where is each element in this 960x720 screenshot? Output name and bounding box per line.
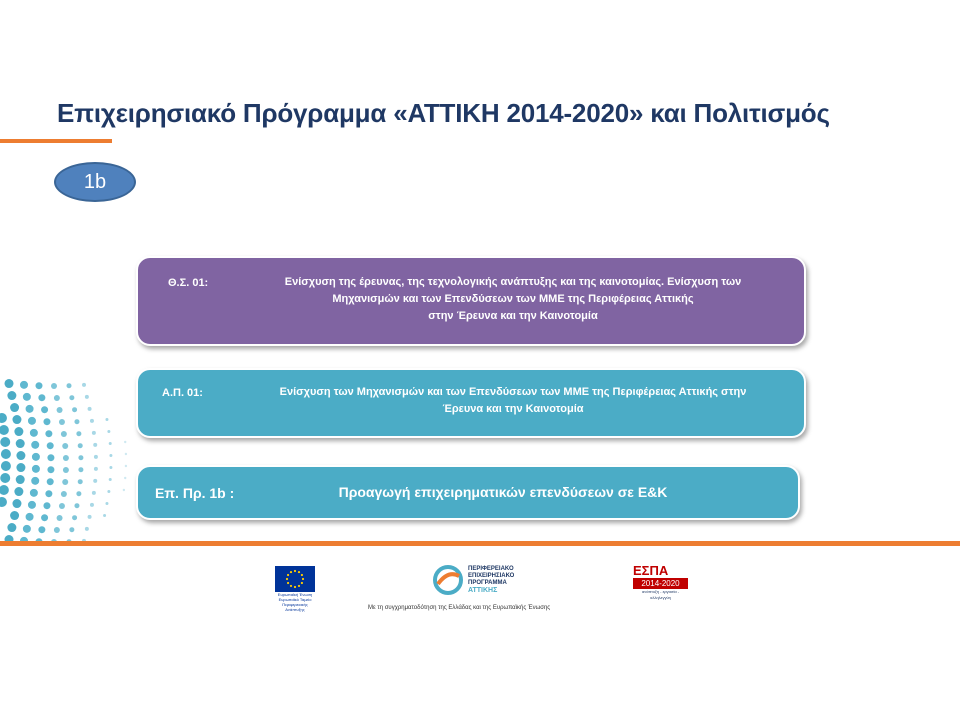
globe-dot (30, 489, 38, 497)
globe-dot (63, 455, 69, 461)
priority-badge: 1b (54, 162, 136, 202)
footer-divider (0, 541, 960, 546)
eu-star (290, 585, 292, 587)
globe-dot (0, 473, 10, 483)
title-underline (0, 139, 112, 143)
globe-dot (23, 525, 31, 533)
globe-dot (32, 453, 40, 461)
globe-dot (43, 502, 50, 509)
globe-dot (88, 515, 92, 519)
globe-dot (85, 527, 89, 531)
globe-dot (109, 478, 112, 481)
globe-dot (78, 479, 83, 484)
espa-years: 2014-2020 (633, 578, 688, 589)
globe-dot (0, 485, 9, 495)
globe-dot (62, 443, 68, 449)
thematic-line-3: στην Έρευνα και την Καινοτομία (428, 310, 598, 322)
peta-line-2: ΕΠΙΧΕΙΡΗΣΙΑΚΟ (468, 573, 515, 579)
globe-dot (109, 466, 112, 469)
globe-dot (94, 467, 98, 471)
globe-dot (0, 497, 7, 507)
globe-dot (72, 515, 77, 520)
globe-dot (63, 467, 69, 473)
globe-dot (41, 406, 48, 413)
globe-dot (31, 477, 39, 485)
globe-dot (30, 429, 38, 437)
dotted-globe-decoration (0, 370, 150, 545)
attica-swirl-icon (432, 564, 464, 596)
globe-dot (16, 475, 25, 484)
globe-dot (7, 523, 16, 532)
globe-dot (82, 383, 86, 387)
investment-priority-text: Προαγωγή επιχειρηματικών επενδύσεων σε Ε&Κ (338, 484, 668, 500)
thematic-objective-label: Θ.Σ. 01: (168, 277, 209, 289)
globe-dot (26, 405, 34, 413)
axis-line-2: Έρευνα και την Καινοτομία (442, 403, 584, 415)
globe-dot (47, 442, 54, 449)
globe-dot (47, 466, 54, 473)
globe-dot (124, 477, 126, 479)
globe-dot (0, 413, 7, 423)
priority-axis-text (238, 384, 788, 418)
eu-star (286, 578, 288, 580)
globe-dot (12, 415, 21, 424)
eu-star (294, 586, 296, 588)
globe-dot (16, 439, 25, 448)
eu-star (301, 582, 303, 584)
globe-dot (23, 393, 31, 401)
globe-dot (31, 441, 39, 449)
footer-logos (0, 560, 960, 620)
slide-title: Επιχειρησιακό Πρόγραμμα «ΑΤΤΙΚΗ 2014-2020» και Πολιτισμός (57, 98, 830, 128)
globe-dot (93, 443, 97, 447)
axis-line-1: Ενίσχυση των Μηχανισμών και των Επενδύσεων των ΜΜΕ της Περιφέρειας Αττικής στην (279, 386, 747, 398)
eu-logo (275, 566, 315, 610)
peta-line-4: ΑΤΤΙΚΗΣ (468, 587, 498, 594)
investment-priority-label: Επ. Πρ. 1b : (155, 485, 235, 501)
eu-caption-3: Περιφερειακής Ανάπτυξης (282, 602, 308, 612)
thematic-line-2: Μηχανισμών και των Επενδύσεων των ΜΜΕ της Περιφέρειας Αττικής (332, 293, 694, 305)
globe-dot (125, 465, 127, 467)
globe-dot (78, 455, 83, 460)
globe-dot (16, 451, 25, 460)
globe-dot (74, 419, 79, 424)
attica-program-text (468, 566, 514, 594)
eu-star (287, 582, 289, 584)
thematic-objective-box (136, 256, 806, 346)
globe-dot (12, 499, 21, 508)
globe-dot (93, 479, 97, 483)
globe-dot (123, 489, 125, 491)
globe-dot (59, 419, 65, 425)
globe-dot (76, 431, 81, 436)
globe-dot (124, 441, 126, 443)
eu-star (287, 574, 289, 576)
globe-dot (28, 417, 36, 425)
globe-dot (69, 395, 74, 400)
globe-dot (59, 503, 65, 509)
globe-dot (1, 461, 11, 471)
thematic-line-1: Ενίσχυση της έρευνας, της τεχνολογικής ανάπτυξης και της καινοτομίας. Ενίσχυση των (284, 276, 742, 288)
eu-star (294, 570, 296, 572)
espa-name: ΕΣΠΑ (633, 563, 669, 578)
globe-dot (47, 478, 54, 485)
globe-dot (0, 425, 9, 435)
globe-dot (109, 442, 112, 445)
globe-dot (57, 407, 63, 413)
globe-dot (125, 453, 127, 455)
eu-star (298, 571, 300, 573)
globe-dot (103, 514, 106, 517)
globe-dot (62, 479, 68, 485)
globe-dot (1, 449, 11, 459)
priority-axis-box (136, 368, 806, 438)
eu-star (298, 585, 300, 587)
eu-star (301, 574, 303, 576)
globe-dot (92, 491, 96, 495)
globe-dot (26, 513, 34, 521)
globe-dot (78, 467, 83, 472)
eu-flag-icon (275, 566, 315, 592)
globe-dot (88, 407, 92, 411)
globe-dot (43, 418, 50, 425)
globe-dot (0, 437, 10, 447)
espa-logo (633, 564, 688, 600)
globe-dot (20, 381, 28, 389)
globe-dot (92, 431, 96, 435)
globe-dot (41, 514, 48, 521)
globe-dot (47, 454, 54, 461)
globe-dot (107, 490, 110, 493)
investment-priority-box (136, 465, 800, 520)
globe-dot (54, 395, 60, 401)
globe-dot (76, 491, 81, 496)
thematic-objective-text (238, 274, 788, 325)
globe-dot (54, 527, 60, 533)
espa-subtitle: ανάπτυξη - εργασία - αλληλεγγύη (641, 589, 680, 600)
globe-dot (61, 491, 67, 497)
eu-caption-2: Ευρωπαϊκό Ταμείο (278, 597, 312, 602)
globe-dot (90, 419, 94, 423)
globe-dot (38, 526, 45, 533)
globe-dot (61, 431, 67, 437)
globe-dot (14, 427, 23, 436)
eu-caption-1: Ευρωπαϊκή Ένωση (277, 592, 313, 597)
globe-dot (57, 515, 63, 521)
globe-dot (105, 418, 108, 421)
eu-star (290, 571, 292, 573)
globe-dot (45, 430, 52, 437)
globe-dot (51, 383, 57, 389)
cofunding-note: Με τη συγχρηματοδότηση της Ελλάδας και της Ευρωπαϊκής Ένωσης (368, 605, 551, 611)
globe-dot (45, 490, 52, 497)
globe-dot (5, 379, 14, 388)
globe-dot (16, 463, 25, 472)
priority-axis-label: Α.Π. 01: (162, 387, 203, 399)
globe-dot (32, 465, 40, 473)
globe-dot (28, 501, 36, 509)
globe-dot (90, 503, 94, 507)
globe-dot (7, 391, 16, 400)
globe-dot (36, 382, 43, 389)
attica-program-logo (432, 564, 552, 600)
peta-line-1: ΠΕΡΙΦΕΡΕΙΑΚΟ (468, 566, 514, 572)
globe-dot (38, 394, 45, 401)
globe-dot (85, 395, 89, 399)
globe-dot (10, 511, 19, 520)
globe-dot (67, 383, 72, 388)
globe-dot (94, 455, 98, 459)
globe-dot (107, 430, 110, 433)
globe-dot (74, 503, 79, 508)
eu-star (302, 578, 304, 580)
globe-dot (105, 502, 108, 505)
globe-dot (72, 407, 77, 412)
peta-line-3: ΠΡΟΓΡΑΜΜΑ (468, 580, 507, 586)
globe-dot (109, 454, 112, 457)
globe-dot (69, 527, 74, 532)
globe-dot (14, 487, 23, 496)
globe-dot (78, 443, 83, 448)
globe-dot (10, 403, 19, 412)
